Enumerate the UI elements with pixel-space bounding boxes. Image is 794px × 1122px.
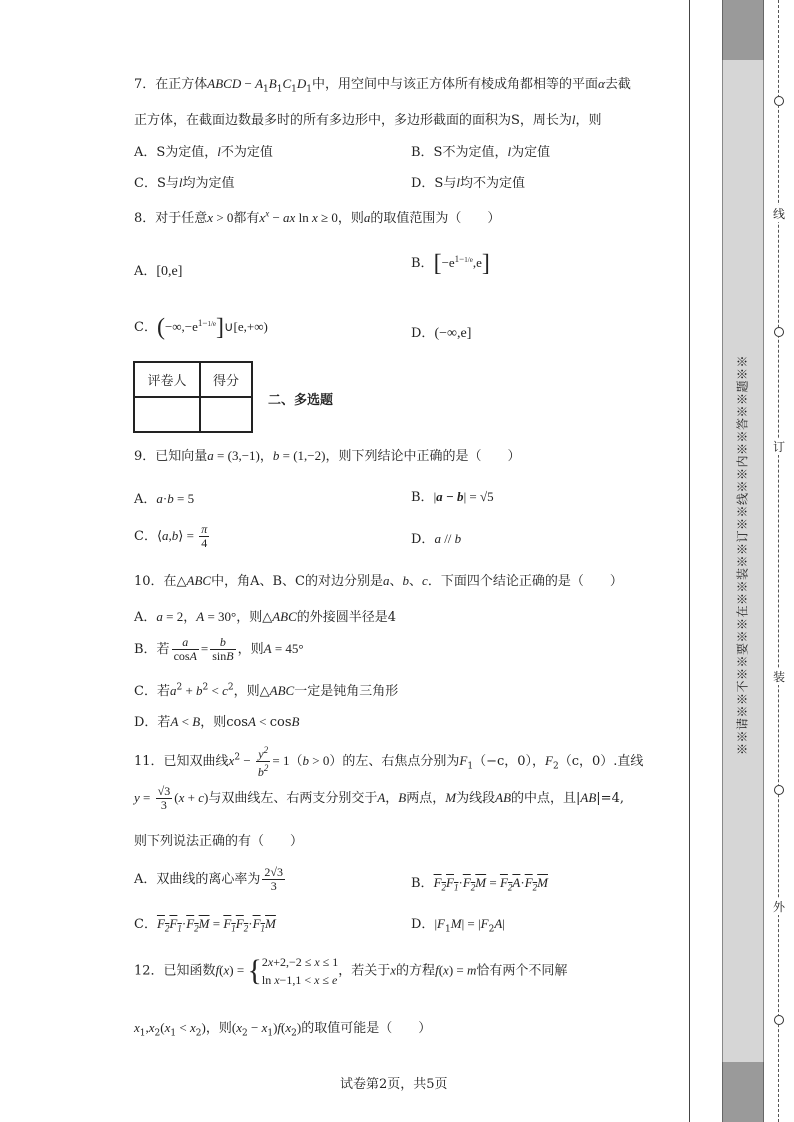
q10-option-b: B．若 $\frac{a}{\cos A}$ = $\frac{b}{\sin B}$ ，则A = 45° xyxy=(134,635,304,663)
q8-option-d: D．(−∞,e] xyxy=(411,326,472,341)
q11-line3: 则下列说法正确的有（ ） xyxy=(134,834,304,849)
q11-option-c: C．$F_2F_1\cdot F_2M = F_1F_2\cdot F_1M$ xyxy=(134,916,276,934)
q11-option-b: B．$F_2F_1\cdot F_2M = F_2A\cdot F_2M$ xyxy=(411,875,548,893)
score-table xyxy=(133,361,253,433)
q12-line2: $x_1,x_2(x_1 < x_2)$，则$(x_2 - x_1)f(x_2)$的取值可能是（ ） xyxy=(134,1020,432,1039)
q9-option-a: A．a·b = 5 xyxy=(134,491,195,507)
q11-line2: y = $\frac{√3}{3}$ (x + c)与双曲线左、右两支分别交于A，B两点，M为线段AB的中点，且|AB|=4, xyxy=(134,784,624,812)
q7-option-c: C．S与l均为定值 xyxy=(134,175,235,191)
q10-stem: 10．在△ABC中，角A、B、C的对边分别是a、b、c．下面四个结论正确的是（ ） xyxy=(134,573,623,589)
q10-option-c: C．若$a^2 + b^2 < c^2$，则△ABC一定是钝角三角形 xyxy=(134,682,399,699)
seal-dotted-line xyxy=(778,0,780,1122)
seal-circle-2 xyxy=(771,327,787,337)
score-table-score-cell[interactable] xyxy=(200,397,252,432)
binding-strip-bottom-block xyxy=(722,1062,764,1122)
q7-option-b: B．S不为定值，l为定值 xyxy=(411,144,551,160)
section-title: 二、多选题 xyxy=(268,393,334,408)
q8-option-a: A．[0,e] xyxy=(134,264,183,279)
q9-option-d: D．a // b xyxy=(411,531,462,547)
seal-mark-wai: 外 xyxy=(772,900,785,914)
seal-mark-ding: 订 xyxy=(772,440,785,454)
binding-strip-top-block xyxy=(722,0,764,60)
page-footer: 试卷第2页，共5页 xyxy=(340,1077,448,1092)
score-table-grader-header: 评卷人 xyxy=(134,362,200,397)
q7-line1: 7．在正方体ABCD − $A_1B_1C_1D_1$中，用空间中与该正方体所有棱成角都相等的平面α去截 xyxy=(134,76,631,95)
q11-option-a: A．双曲线的离心率为 $\frac{2√3}{3}$ xyxy=(134,865,283,893)
seal-mark-zhuang: 装 xyxy=(772,670,785,684)
q10-option-a: A．a = 2，A = 30°，则△ABC的外接圆半径是4 xyxy=(134,609,397,625)
q11-line1: 11．已知双曲线$x^2$ − $\frac{y^2}{b^2}$ = 1（b > 0）的左、右焦点分别为$F_1(-c$，0），$F_2(c$，0）.直线 xyxy=(134,745,644,779)
q10-option-d: D．若A < B，则cosA < cosB xyxy=(134,714,300,730)
binding-border-line xyxy=(689,0,690,1122)
q8-stem: 8．对于任意x > 0都有$x^x$ − ax ln x ≥ 0，则a的取值范围为（ ） xyxy=(134,208,501,226)
q9-option-b: B．|a − b| = √5 xyxy=(411,489,494,505)
seal-mark-xian: 线 xyxy=(772,207,785,221)
seal-circle-3 xyxy=(771,785,787,795)
q7-line2: 正方体，在截面边数最多时的所有多边形中，多边形截面的面积为S，周长为l，则 xyxy=(134,112,602,128)
q11-option-d: D．$|F_1M| = |F_2A|$ xyxy=(411,916,505,935)
q8-option-c: C．$(-\infty,-e^{1-1/e}]\cup[e,+\infty)$ xyxy=(134,314,268,341)
q8-option-b: B．$[-e^{1-1/e},e]$ xyxy=(411,250,490,277)
q9-option-c: C．⟨a,b⟩ = $\frac{\pi}{4}$ xyxy=(134,522,208,550)
q7-option-a: A．S为定值，l不为定值 xyxy=(134,144,273,160)
q7-option-d: D．S与l均不为定值 xyxy=(411,175,525,191)
seal-circle-1 xyxy=(771,96,787,106)
q9-stem: 9．已知向量a = (3,−1)，b = (1,−2)，则下列结论中正确的是（ ） xyxy=(134,448,521,464)
q12-line1: 12．已知函数f(x) = {2x+2,−2 ≤ x ≤ 1 ln x−1,1 < x ≤ e，若关于x的方程f(x) = m恰有两个不同解 xyxy=(134,954,568,987)
score-table-grader-cell[interactable] xyxy=(134,397,200,432)
score-table-score-header: 得分 xyxy=(200,362,252,397)
seal-circle-4 xyxy=(771,1015,787,1025)
binding-warning-text: ※※请※※不※※要※※在※※装※※订※※线※※内※※答※※题※※ xyxy=(735,354,750,756)
